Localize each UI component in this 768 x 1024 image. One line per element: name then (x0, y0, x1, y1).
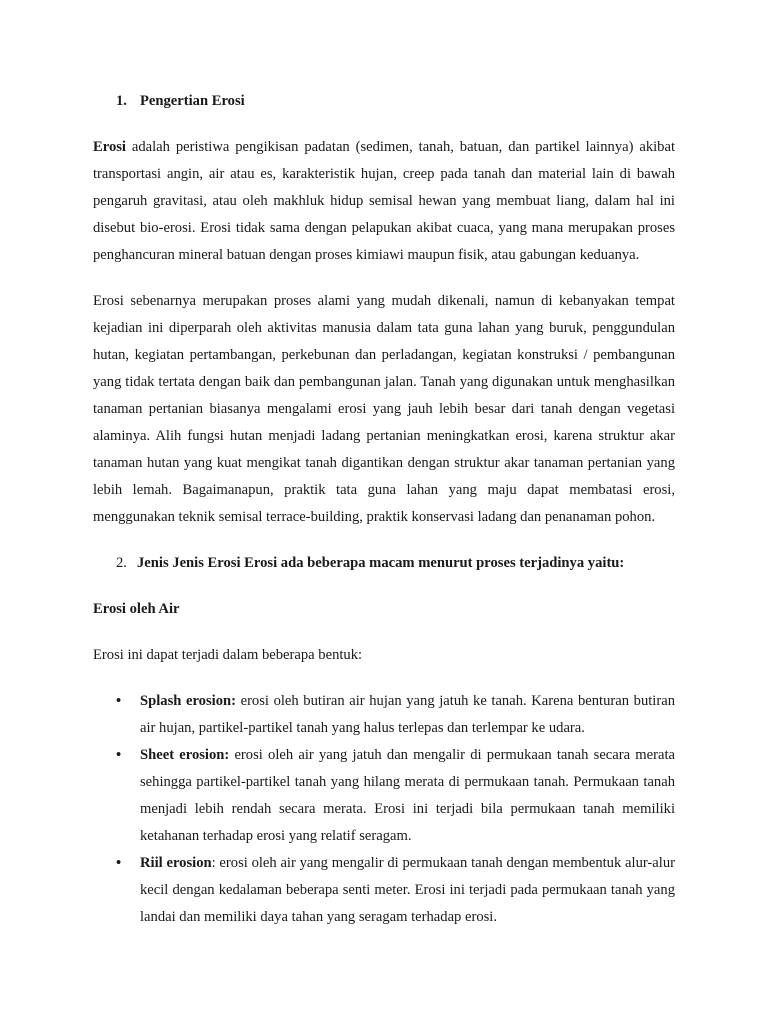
section-1-number: 1. (116, 93, 127, 109)
section-2-title: Jenis Jenis Erosi Erosi ada beberapa macam menurut proses terjadinya yaitu: (137, 555, 625, 571)
paragraph-causes: Erosi sebenarnya merupakan proses alami yang mudah dikenali, namun di kebanyakan tempat kejadian ini diperparah oleh aktivitas manusia dalam tata guna lahan yang buruk, penggundulan hutan, kegiatan pertambangan, perkebunan dan perladangan, kegiatan konstruksi / pembangunan yang tidak tertata dengan baik dan pembangunan jalan. Tanah yang digunakan untuk menghasilkan tanaman pertanian biasanya mengalami erosi yang jauh lebih besar dari tanah dengan vegetasi alaminya. Alih fungsi hutan menjadi ladang pertanian meningkatkan erosi, karena struktur akar tanaman hutan yang kuat mengikat tanah digantikan dengan struktur akar tanaman pertanian yang lebih lemah. Bagaimanapun, praktik tata guna lahan yang maju dapat membatasi erosi, menggunakan teknik semisal terrace-building, praktik konservasi ladang dan penanaman pohon. (93, 293, 675, 525)
list-item-text: erosi oleh butiran air hujan yang jatuh ke tanah. Karena benturan butiran air hujan, partikel-partikel tanah yang halus terlepas dan terlempar ke udara. (140, 693, 675, 736)
list-item-sheet-erosion (93, 742, 675, 850)
erosion-type-list (93, 688, 675, 931)
section-2-number: 2. (116, 555, 127, 571)
list-item-riil-erosion (93, 850, 675, 931)
section-1-heading (93, 88, 675, 115)
bullet-icon: • (116, 855, 122, 871)
section-1-title: Pengertian Erosi (140, 93, 245, 109)
subsection-intro: Erosi ini dapat terjadi dalam beberapa bentuk: (93, 647, 363, 663)
paragraph-definition (93, 134, 675, 269)
bullet-icon: • (116, 693, 122, 709)
paragraph-definition-text: adalah peristiwa pengikisan padatan (sedimen, tanah, batuan, dan partikel lainnya) akibat transportasi angin, air atau es, karakteristik hujan, creep pada tanah dan material lain di bawah pengaruh gravitasi, atau oleh makhluk hidup semisal hewan yang membuat liang, dalam hal ini disebut bio-erosi. Erosi tidak sama dengan pelapukan akibat cuaca, yang mana merupakan proses penghancuran mineral batuan dengan proses kimiawi maupun fisik, atau gabungan keduanya. (93, 139, 675, 263)
list-item-term: Splash erosion: (140, 693, 236, 709)
section-2-heading (93, 550, 675, 577)
list-item-term: Sheet erosion: (140, 747, 230, 763)
document-body (93, 88, 675, 931)
list-item-text: : erosi oleh air yang mengalir di permukaan tanah dengan membentuk alur-alur kecil dengan kedalaman beberapa senti meter. Erosi ini terjadi pada permukaan tanah yang landai dan memiliki daya tahan yang seragam terhadap erosi. (140, 855, 675, 925)
bullet-icon: • (116, 747, 122, 763)
list-item-term: Riil erosion (140, 855, 212, 871)
subsection-title: Erosi oleh Air (93, 601, 180, 617)
list-item-splash-erosion (93, 688, 675, 742)
paragraph-definition-lead: Erosi (93, 139, 126, 155)
list-item-text: erosi oleh air yang jatuh dan mengalir di permukaan tanah secara merata sehingga partikel-partikel tanah yang hilang merata di permukaan tanah. Permukaan tanah menjadi lebih rendah secara merata. Erosi ini terjadi bila permukaan tanah memiliki ketahanan terhadap erosi yang relatif seragam. (140, 747, 675, 844)
